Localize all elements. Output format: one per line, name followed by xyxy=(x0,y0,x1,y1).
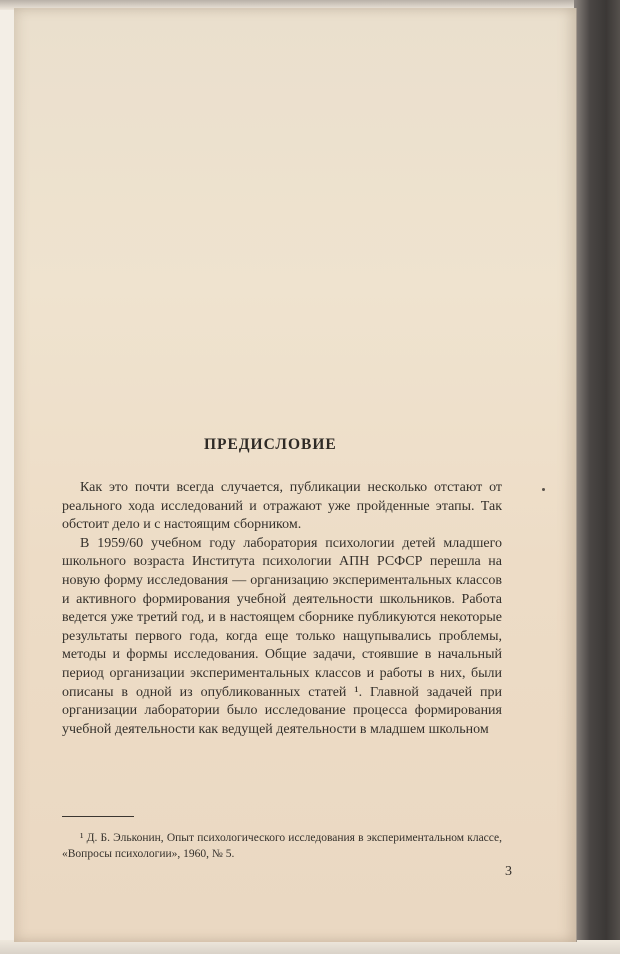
footnote: ¹ Д. Б. Эльконин, Опыт психологического исследования в экспериментальном классе, «Вопросы психологии», 1960, № 5. xyxy=(62,832,502,860)
preface-body xyxy=(62,479,502,739)
paragraph-1: Как это почти всегда случается, публикации несколько отстают от реального хода исследований и отражают уже пройденные этапы. Так обстоит дело и с настоящим сборником. xyxy=(62,480,502,533)
scan-right-edge xyxy=(574,0,620,954)
page-title: ПРЕДИСЛОВИЕ xyxy=(204,436,337,453)
paper-speck xyxy=(542,488,545,491)
book-page xyxy=(14,8,577,942)
paragraph-2: В 1959/60 учебном году лаборатория психологии детей младшего школьного возраста Института психологии АПН РСФСР перешла на новую форму исследования — организацию экспериментальных классов и активного формирования учебной деятельности школьников. Работа ведется уже третий год, и в настоящем сборнике публикуются некоторые результаты первого года, когда еще только нащупывались проблемы, методы и формы исследования. Общие задачи, стоявшие в начальный период организации экспериментальных классов и работы в них, были описаны в одной из опубликованных статей ¹. Главной задачей при организации лаборатории было исследование процесса формирования учебной деятельности как ведущей деятельности в младшем школьном xyxy=(62,535,502,737)
footnote-divider xyxy=(62,816,134,817)
page-number: 3 xyxy=(505,864,512,879)
scan-bottom-edge xyxy=(0,940,620,954)
